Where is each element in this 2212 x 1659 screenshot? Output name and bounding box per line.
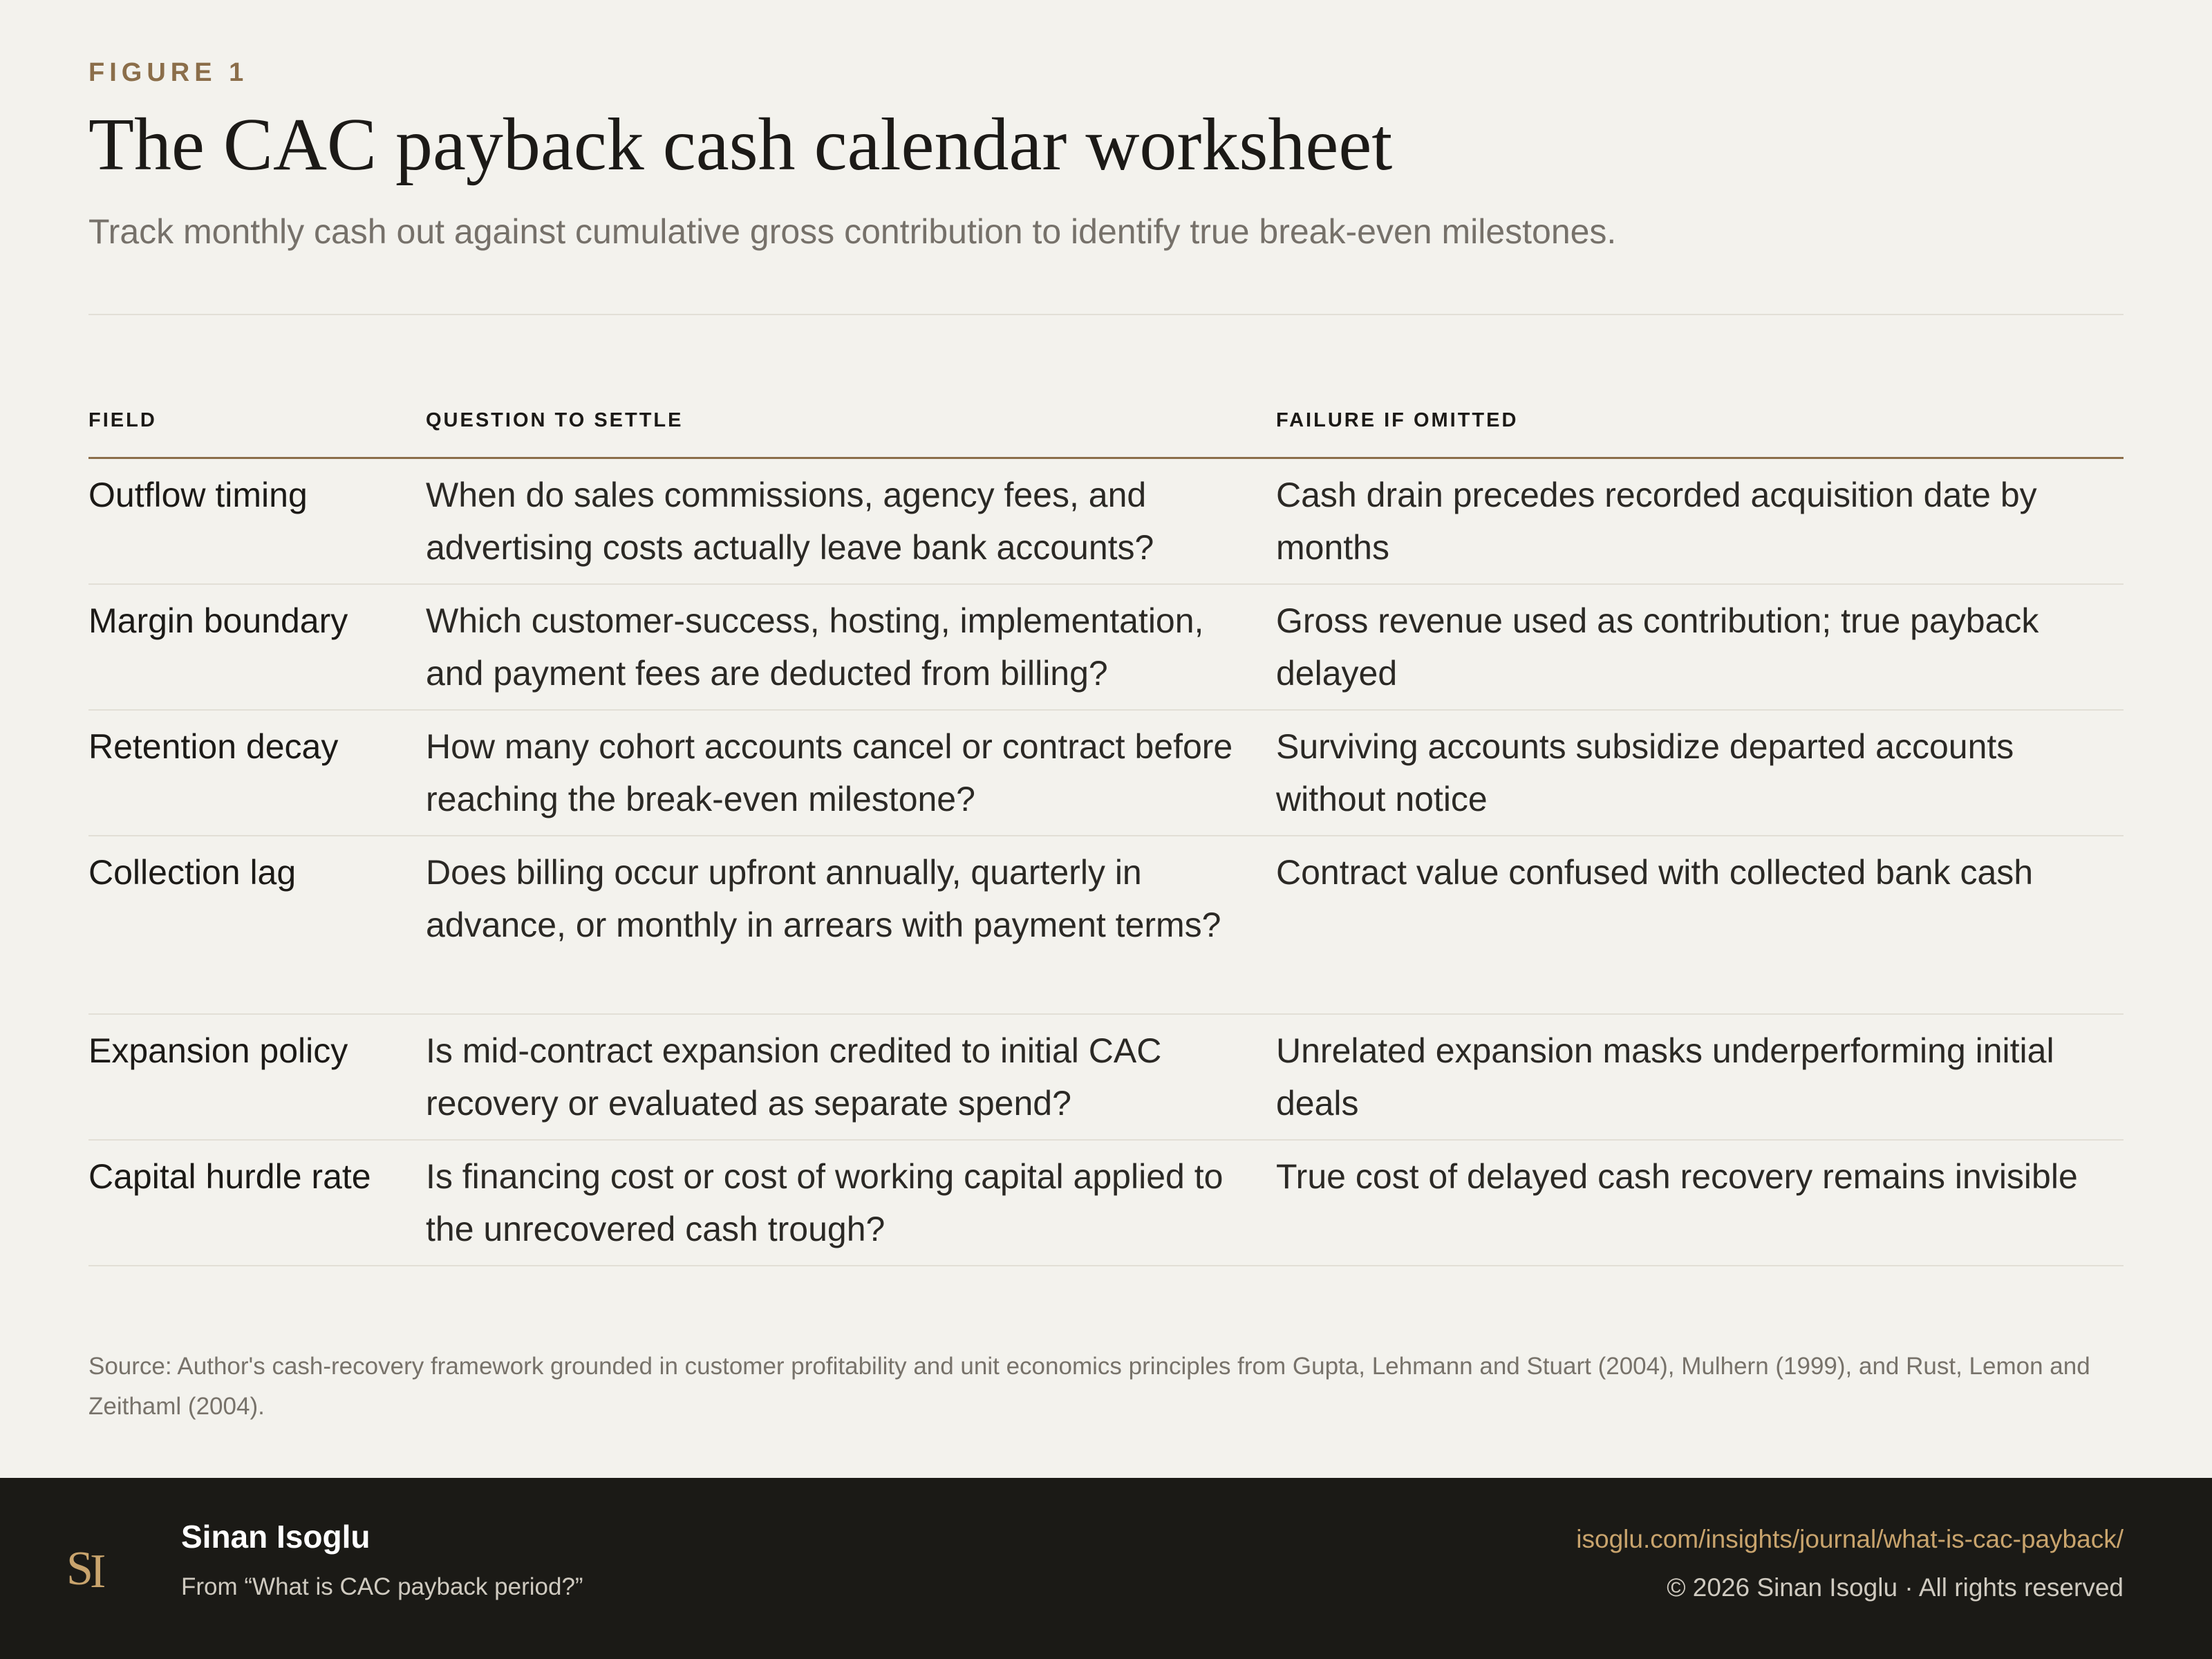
table-row xyxy=(88,836,2124,1015)
table-row xyxy=(88,585,2124,711)
question-cell: Is mid-contract expansion credited to initial CAC recovery or evaluated as separate spend? xyxy=(426,1031,1162,1123)
table-row xyxy=(88,711,2124,836)
table-row xyxy=(88,1015,2124,1141)
failure-cell: Cash drain precedes recorded acquisition date by months xyxy=(1276,476,2037,567)
field-cell: Retention decay xyxy=(88,727,339,766)
field-cell: Expansion policy xyxy=(88,1031,348,1070)
divider xyxy=(88,314,2124,315)
question-cell: Is financing cost or cost of working capital applied to the unrecovered cash trough? xyxy=(426,1157,1224,1248)
column-header-field: FIELD xyxy=(88,409,157,431)
figure-label: FIGURE 1 xyxy=(88,58,249,87)
failure-cell: True cost of delayed cash recovery remains invisible xyxy=(1276,1157,2078,1196)
source-note: Source: Author's cash-recovery framework grounded in customer profitability and unit economics principles from Gupta, Lehmann and Stuart (2004), Mulhern (1999), and Rust, Lemon and Zeithaml (2004). xyxy=(88,1353,2090,1420)
copyright: © 2026 Sinan Isoglu · All rights reserved xyxy=(1667,1573,2124,1602)
article-url[interactable]: isoglu.com/insights/journal/what-is-cac-payback/ xyxy=(1576,1525,2124,1553)
column-header-failure: FAILURE IF OMITTED xyxy=(1276,409,1519,431)
question-cell: How many cohort accounts cancel or contract before reaching the break-even milestone? xyxy=(426,727,1233,818)
question-cell: Which customer-success, hosting, implementation, and payment fees are deducted from billing? xyxy=(426,601,1204,693)
svg-text:I: I xyxy=(90,1545,106,1598)
failure-cell: Unrelated expansion masks underperforming initial deals xyxy=(1276,1031,2054,1123)
page-title: The CAC payback cash calendar worksheet xyxy=(88,104,1393,186)
failure-cell: Contract value confused with collected bank cash xyxy=(1276,853,2034,892)
footer xyxy=(0,1478,2212,1659)
question-cell: When do sales commissions, agency fees, and advertising costs actually leave bank accounts? xyxy=(426,476,1154,567)
failure-cell: Surviving accounts subsidize departed accounts without notice xyxy=(1276,727,2014,818)
field-cell: Margin boundary xyxy=(88,601,348,640)
question-cell: Does billing occur upfront annually, quarterly in advance, or monthly in arrears with payment terms? xyxy=(426,853,1221,944)
si-monogram-icon xyxy=(65,1537,120,1600)
field-cell: Collection lag xyxy=(88,853,297,892)
field-cell: Outflow timing xyxy=(88,476,308,514)
column-header-question: QUESTION TO SETTLE xyxy=(426,409,684,431)
svg-text:S: S xyxy=(66,1542,93,1595)
table-row xyxy=(88,1141,2124,1266)
subtitle: Track monthly cash out against cumulative gross contribution to identify true break-even milestones. xyxy=(88,212,1617,251)
table-row xyxy=(88,459,2124,585)
failure-cell: Gross revenue used as contribution; true payback delayed xyxy=(1276,601,2039,693)
field-cell: Capital hurdle rate xyxy=(88,1157,371,1196)
author-name: Sinan Isoglu xyxy=(181,1519,371,1555)
article-reference: From “What is CAC payback period?” xyxy=(181,1573,583,1600)
